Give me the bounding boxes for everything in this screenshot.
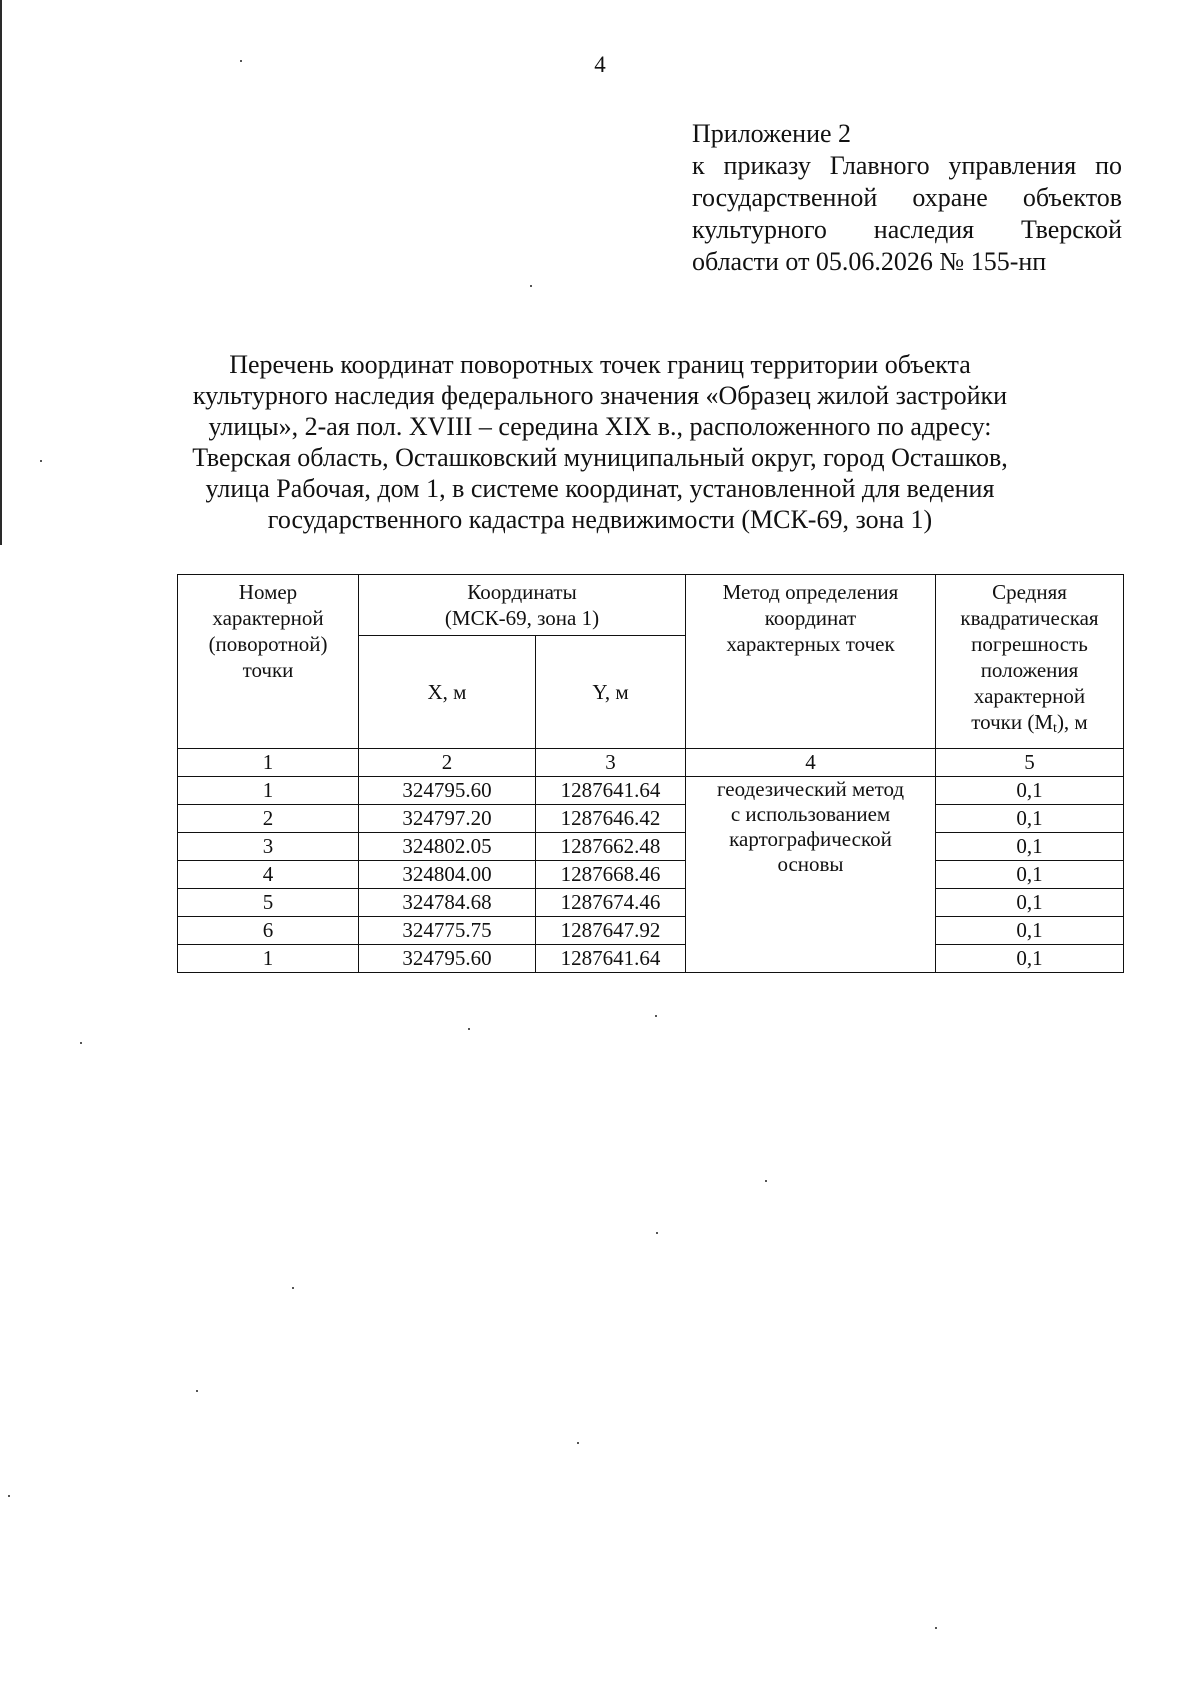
header-text-line: (МСК-69, зона 1) <box>444 606 600 630</box>
document-title <box>150 349 1050 535</box>
header-y: Y, м <box>536 636 686 749</box>
title-line: Перечень координат поворотных точек границ территории объекта <box>229 350 971 379</box>
y-cell: 1287646.42 <box>536 805 686 833</box>
appendix-line: государственной охране объектов <box>692 183 1122 212</box>
table-row <box>178 777 1124 805</box>
point-number-cell: 2 <box>178 805 359 833</box>
column-number-cell: 1 <box>178 749 359 777</box>
method-text-line: картографической <box>729 827 892 851</box>
scan-speck <box>468 1028 470 1030</box>
scan-speck <box>8 1495 10 1497</box>
table-row <box>178 889 1124 917</box>
mean-error-cell: 0,1 <box>936 917 1124 945</box>
scan-speck <box>292 1287 294 1289</box>
header-text-line: (поворотной) <box>208 632 328 656</box>
header-text-line: Координаты <box>467 580 577 604</box>
table-row <box>178 805 1124 833</box>
page-number <box>0 52 1200 78</box>
scan-speck <box>196 1390 198 1392</box>
column-number-cell: 2 <box>359 749 536 777</box>
y-cell: 1287662.48 <box>536 833 686 861</box>
title-line: культурного наследия федерального значения «Образец жилой застройки <box>192 381 1008 410</box>
scan-speck <box>40 460 42 462</box>
x-cell: 324775.75 <box>359 917 536 945</box>
header-text-line: координат <box>764 606 857 630</box>
header-point-number <box>178 575 359 749</box>
appendix-block <box>692 118 1122 278</box>
appendix-line: культурного наследия Тверской <box>692 215 1122 244</box>
header-text-part: точки (M <box>971 710 1054 734</box>
header-text-line: погрешность <box>971 632 1088 656</box>
mean-error-cell: 0,1 <box>936 805 1124 833</box>
header-x: X, м <box>359 636 536 749</box>
x-cell: 324795.60 <box>359 945 536 973</box>
appendix-title: Приложение 2 <box>692 119 852 148</box>
header-text-line: квадратическая <box>960 606 1099 630</box>
scan-speck <box>765 1180 767 1182</box>
header-text-line <box>940 709 1119 742</box>
x-cell: 324795.60 <box>359 777 536 805</box>
y-cell: 1287641.64 <box>536 945 686 973</box>
header-mean-error <box>936 575 1124 749</box>
table-row <box>178 833 1124 861</box>
header-subscript: t <box>1053 721 1057 736</box>
header-text-line: характерной <box>973 684 1086 708</box>
header-text-line: Средняя <box>992 580 1067 604</box>
point-number-cell: 1 <box>178 945 359 973</box>
y-cell: 1287668.46 <box>536 861 686 889</box>
scan-speck <box>577 1442 579 1444</box>
point-number-cell: 5 <box>178 889 359 917</box>
column-number-row <box>178 749 1124 777</box>
header-text-line: характерных точек <box>726 632 895 656</box>
point-number-cell: 3 <box>178 833 359 861</box>
x-cell: 324802.05 <box>359 833 536 861</box>
x-cell: 324784.68 <box>359 889 536 917</box>
scan-speck <box>655 1015 657 1017</box>
header-text-line: Номер <box>238 580 298 604</box>
table-row <box>178 917 1124 945</box>
appendix-line: к приказу Главного управления по <box>692 151 1122 180</box>
scan-speck <box>935 1627 937 1629</box>
point-number-cell: 4 <box>178 861 359 889</box>
header-text-line: Метод определения <box>722 580 899 604</box>
column-number-cell: 5 <box>936 749 1124 777</box>
method-text-line: геодезический метод <box>716 777 905 801</box>
header-text-line: характерной <box>212 606 324 630</box>
title-line: государственного кадастра недвижимости (МСК-69, зона 1) <box>267 505 933 534</box>
header-text-line: точки <box>242 658 294 682</box>
page-number-text: 4 <box>594 52 606 77</box>
header-text-part: ), м <box>1056 710 1088 734</box>
x-cell: 324804.00 <box>359 861 536 889</box>
mean-error-cell: 0,1 <box>936 777 1124 805</box>
column-number-cell: 3 <box>536 749 686 777</box>
header-text-line: положения <box>980 658 1079 682</box>
table-row <box>178 945 1124 973</box>
scan-speck <box>240 60 242 62</box>
method-text-line: с использованием <box>730 802 891 826</box>
scan-speck <box>656 1232 658 1234</box>
title-line: улица Рабочая, дом 1, в системе координат, установленной для ведения <box>205 474 995 503</box>
table-row <box>178 861 1124 889</box>
point-number-cell: 1 <box>178 777 359 805</box>
scan-speck <box>530 285 532 287</box>
scan-margin-line <box>0 0 2 545</box>
mean-error-cell: 0,1 <box>936 945 1124 973</box>
table-header-row <box>178 575 1124 636</box>
title-line: Тверская область, Осташковский муниципальный округ, город Осташков, <box>192 443 1008 472</box>
mean-error-cell: 0,1 <box>936 861 1124 889</box>
coordinates-table <box>177 574 1124 973</box>
y-cell: 1287641.64 <box>536 777 686 805</box>
x-cell: 324797.20 <box>359 805 536 833</box>
mean-error-cell: 0,1 <box>936 833 1124 861</box>
header-coordinates <box>359 575 686 636</box>
column-number-cell: 4 <box>686 749 936 777</box>
y-cell: 1287674.46 <box>536 889 686 917</box>
point-number-cell: 6 <box>178 917 359 945</box>
method-cell <box>686 777 936 973</box>
header-method <box>686 575 936 749</box>
title-line: улицы», 2-ая пол. XVIII – середина XIX в., расположенного по адресу: <box>208 412 992 441</box>
scan-speck <box>80 1042 82 1044</box>
appendix-line: области от 05.06.2026 № 155-нп <box>692 247 1047 276</box>
method-text-line: основы <box>777 852 844 876</box>
y-cell: 1287647.92 <box>536 917 686 945</box>
mean-error-cell: 0,1 <box>936 889 1124 917</box>
